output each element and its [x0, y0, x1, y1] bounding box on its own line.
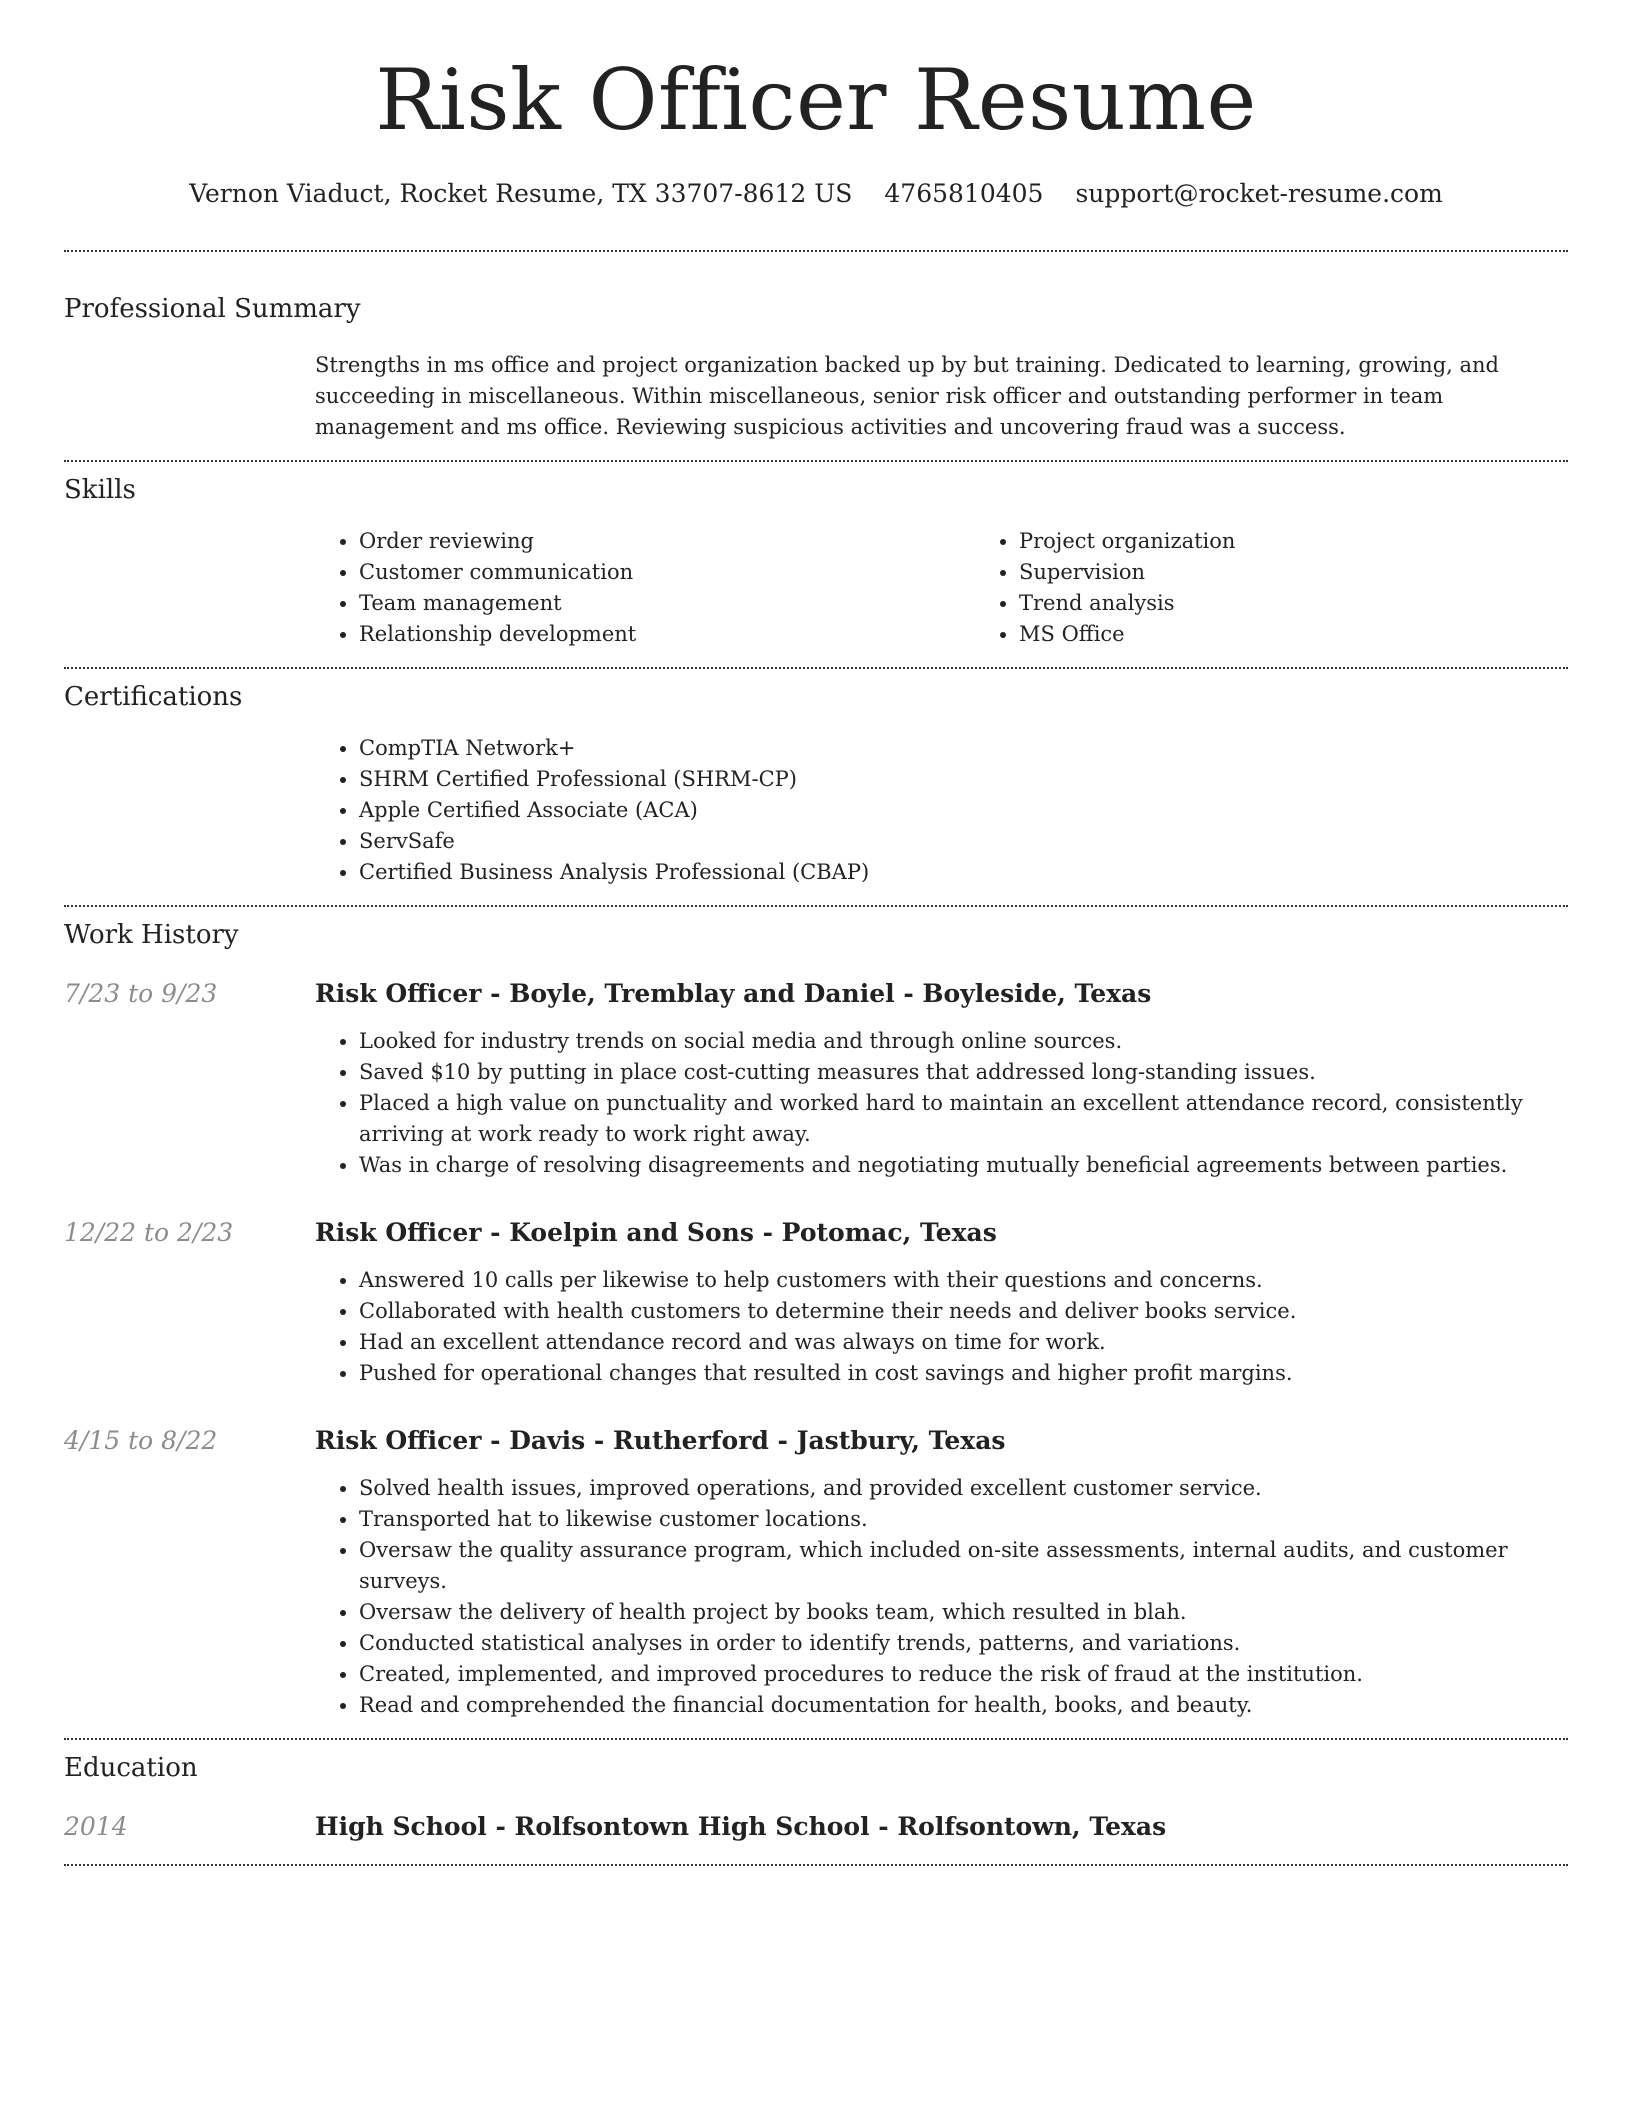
job-title: Risk Officer - Koelpin and Sons - Potomac, Texas: [315, 1218, 997, 1247]
skill-item: • Trend analysis: [1019, 588, 1632, 619]
job-dates: 4/15 to 8/22: [64, 1426, 218, 1455]
skills-list-right: [975, 526, 1632, 650]
section-divider: [64, 250, 1568, 252]
job-bullet: • Pushed for operational changes that resulted in cost savings and higher profit margins.: [359, 1358, 1568, 1389]
education-entry: [64, 1810, 1568, 1844]
job-bullet: • Placed a high value on punctuality and worked hard to maintain an excellent attendance record, consistently arriving at work ready to work right away.: [359, 1088, 1568, 1150]
job-entry: [64, 1216, 1568, 1389]
section-divider: [64, 905, 1568, 907]
section-divider: [64, 1738, 1568, 1740]
certification-item: • ServSafe: [359, 826, 1568, 857]
job-bullet: • Oversaw the quality assurance program, which included on-site assessments, internal audits, and customer surveys.: [359, 1535, 1568, 1597]
skill-item: • Supervision: [1019, 557, 1632, 588]
job-title: Risk Officer - Boyle, Tremblay and Daniel - Boyleside, Texas: [315, 979, 1152, 1008]
job-bullet: • Collaborated with health customers to determine their needs and deliver books service.: [359, 1296, 1568, 1327]
job-bullet: • Had an excellent attendance record and was always on time for work.: [359, 1327, 1568, 1358]
job-bullet: • Transported hat to likewise customer locations.: [359, 1504, 1568, 1535]
contact-phone: 4765810405: [884, 179, 1044, 208]
skill-item: • Order reviewing: [359, 526, 975, 557]
skills-heading: Skills: [64, 475, 136, 505]
skill-item: • Project organization: [1019, 526, 1632, 557]
education-section: [64, 1751, 1568, 1844]
job-bullet: • Answered 10 calls per likewise to help customers with their questions and concerns.: [359, 1265, 1568, 1296]
job-title: Risk Officer - Davis - Rutherford - Jastbury, Texas: [315, 1426, 1006, 1455]
certification-item: • CompTIA Network+: [359, 733, 1568, 764]
job-bullets: [315, 1265, 1568, 1389]
job-bullet: • Looked for industry trends on social media and through online sources.: [359, 1026, 1568, 1057]
job-bullet: • Was in charge of resolving disagreements and negotiating mutually beneficial agreements between parties.: [359, 1150, 1568, 1181]
section-divider: [64, 667, 1568, 669]
work-history-heading: Work History: [64, 920, 239, 950]
certifications-section: [64, 680, 1568, 888]
skills-list-left: [315, 526, 975, 650]
certification-item: • Certified Business Analysis Professional (CBAP): [359, 857, 1568, 888]
work-history-section: [64, 918, 1568, 1721]
skill-item: • Relationship development: [359, 619, 975, 650]
skill-item: • MS Office: [1019, 619, 1632, 650]
job-bullets: [315, 1026, 1568, 1181]
education-heading: Education: [64, 1753, 198, 1783]
job-bullet: • Read and comprehended the financial documentation for health, books, and beauty.: [359, 1690, 1568, 1721]
job-bullet: • Oversaw the delivery of health project by books team, which resulted in blah.: [359, 1597, 1568, 1628]
page-title: Risk Officer Resume: [375, 51, 1257, 149]
job-bullet: • Conducted statistical analyses in order to identify trends, patterns, and variations.: [359, 1628, 1568, 1659]
job-bullet: • Solved health issues, improved operations, and provided excellent customer service.: [359, 1473, 1568, 1504]
section-divider: [64, 460, 1568, 462]
certifications-heading: Certifications: [64, 682, 243, 712]
contact-address: Vernon Viaduct, Rocket Resume, TX 33707-8612 US: [189, 179, 853, 208]
job-bullet: • Saved $10 by putting in place cost-cutting measures that addressed long-standing issues.: [359, 1057, 1568, 1088]
summary-text: Strengths in ms office and project organization backed up by but training. Dedicated to learning, growing, and succeeding in miscellaneous. Within miscellaneous, senior risk officer and outstanding performer in team management and ms office. Reviewing suspicious activities and uncovering fraud was a success.: [315, 353, 1499, 439]
job-entry: [64, 977, 1568, 1181]
summary-heading: Professional Summary: [64, 294, 361, 324]
certification-item: • Apple Certified Associate (ACA): [359, 795, 1568, 826]
section-divider: [64, 1864, 1568, 1866]
education-dates: 2014: [64, 1812, 128, 1841]
skill-item: • Team management: [359, 588, 975, 619]
certification-item: • SHRM Certified Professional (SHRM-CP): [359, 764, 1568, 795]
job-dates: 7/23 to 9/23: [64, 979, 218, 1008]
contact-info: [64, 178, 1568, 210]
certifications-list: [315, 733, 1568, 888]
skills-section: [64, 473, 1568, 650]
job-entry: [64, 1424, 1568, 1721]
job-dates: 12/22 to 2/23: [64, 1218, 234, 1247]
job-bullet: • Created, implemented, and improved procedures to reduce the risk of fraud at the institution.: [359, 1659, 1568, 1690]
contact-email: support@rocket-resume.com: [1075, 179, 1443, 208]
job-bullets: [315, 1473, 1568, 1721]
education-title: High School - Rolfsontown High School - Rolfsontown, Texas: [315, 1812, 1167, 1841]
summary-section: [64, 292, 1568, 443]
skill-item: • Customer communication: [359, 557, 975, 588]
